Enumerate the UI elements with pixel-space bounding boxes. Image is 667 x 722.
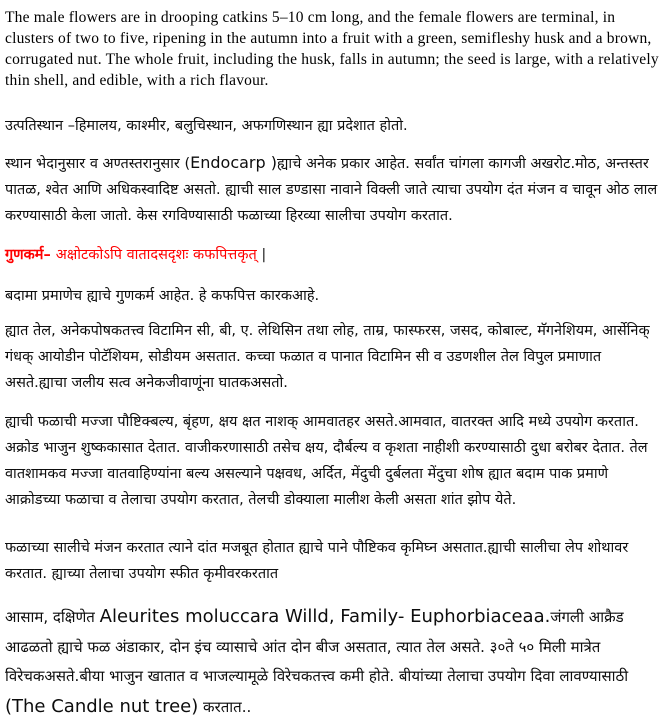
english-intro-text: The male flowers are in drooping catkins 5–10 cm long, and the female flowers are terminal, in clusters of two to five, ripening in the autumn into a fruit with a green, semifleshy husk and a brown, corrugated nut. The whole fruit, including the husk, falls in autumn; the seed is large, with a relatively thin shell, and edible, with a rich flavour.: [5, 9, 659, 89]
badama-text: बदामा प्रमाणेच ह्याचे गुणकर्म आहेत. हे कफपित्त कारकआहे.: [5, 288, 320, 304]
majja-text: ह्याची फळाची मज्जा पौष्टिक्बल्य, बृंहण, क्षय क्षत नाशक् आमवातहर असते.आमवात, वातरक्त आदि मध्ये उपयोग करतात. अक्रोड भाजुन शुष्ककासात देतात. वाजीकरणासाठी तसेच क्षय, दौर्बल्य व कृशता नाहीशी करण्यासाठी दुधा बरोबर देतात. तेल वातशामकव मज्जा वातवाहिण्यांना बल्य असल्याने पक्षवध, अर्दित, मेंदुची दुर्बलता मेंदुचा शोष ह्यात बदाम पाक प्रमाणे आक्रोडच्या फळाचा व तेलाचा उपयोग करतात, तेलची डोक्याला मालीश केली असता शांत झोप येते.: [5, 414, 648, 508]
paragraph-assam-candlenut: [5, 602, 661, 722]
paragraph-nutrients: [5, 318, 661, 396]
candle-nut-tree-latin: (The Candle nut tree): [5, 695, 199, 717]
origin-text: उत्पतिस्थान –हिमालय, काश्मीर, बलुचिस्थान, अफगणिस्थान ह्या प्रदेशात होतो.: [5, 118, 408, 134]
paragraph-english-intro: [5, 7, 661, 91]
paragraph-badama: [5, 283, 661, 309]
paragraph-origin: [5, 113, 661, 139]
assam-text-end: करतात..: [198, 697, 252, 716]
paragraph-gunakarma: [5, 242, 661, 268]
sali-text: फळाच्या सालीचे मंजन करतात त्याने दांत मजबूत होतात ह्याचे पाने पौष्टिकव कृमिघ्न असतात.ह्याची सालीचा लेप शोथावर करतात. ह्याच्या तेलाचा उपयोग स्फीत कृमीवरकरतात: [5, 540, 629, 582]
gunakarma-shloka: अक्षोटकोऽपि वातादसदृशः कफपित्तकृत्: [55, 247, 257, 263]
danda-mark: |: [256, 247, 267, 263]
botanical-name-latin: Aleurites moluccara Willd, Family- Euphorbiaceaa.: [99, 606, 551, 627]
types-text-before: स्थान भेदानुसार व अण्तस्तरानुसार (: [5, 156, 191, 172]
paragraph-walnut-types: [5, 150, 661, 229]
paragraph-husk-uses: [5, 535, 661, 587]
assam-text-middle: जंगली आक्रैड आढळतो ह्याचे फळ अंडाकार, दोन इंच व्यासाचे आंत दोन बीज असतात, त्यात तेल असते. ३०ते ५० मिली मात्रेत विरेचकअसते.बीया भाजुन खातात व भाजल्यामूळे विरेचकतत्त्व कमी होते. बीयांच्या तेलाचा उपयोग दिवा लावण्यासाठी: [5, 608, 629, 685]
endocarp-latin-term: Endocarp ): [190, 153, 277, 172]
gunakarma-heading: गुणकर्म–: [5, 247, 56, 263]
assam-text-start: आसाम, दक्षिणेत: [5, 608, 100, 626]
nutrients-text: ह्यात तेल, अनेकपोषकतत्त्व विटामिन सी, बी, ए. लेथिसिन तथा लोह, ताम्र, फास्फरस, जसद, कोबाल्ट, मॅगनेशियम, आर्सेनिक् गंधक् आयोडीन पोटॅशियम, सोडीयम असतात. कच्चा फळात व पानात विटामिन सी व उडणशील तेल विपुल प्रमाणात असते.ह्याचा जलीय सत्व अनेकजीवाणूंना घातकअसतो.: [5, 323, 650, 391]
paragraph-majja-uses: [5, 409, 661, 513]
types-text-after: ह्याचे अनेक प्रकार आहेत. सर्वांत चांगला कागजी अखरोट.मोठ, अन्तस्तर पातळ, श्वेत आणि अधिकस्वादिष्ट असतो. ह्याची साल डण्डासा नावाने विक्ली जाते त्याचा उपयोग दंत मंजन व चावून ओठ लाल करण्यासाठी केला जातो. केस रगविण्यासाठी फळाच्या हिरव्या सालीचा उपयोग करतात.: [5, 156, 658, 224]
